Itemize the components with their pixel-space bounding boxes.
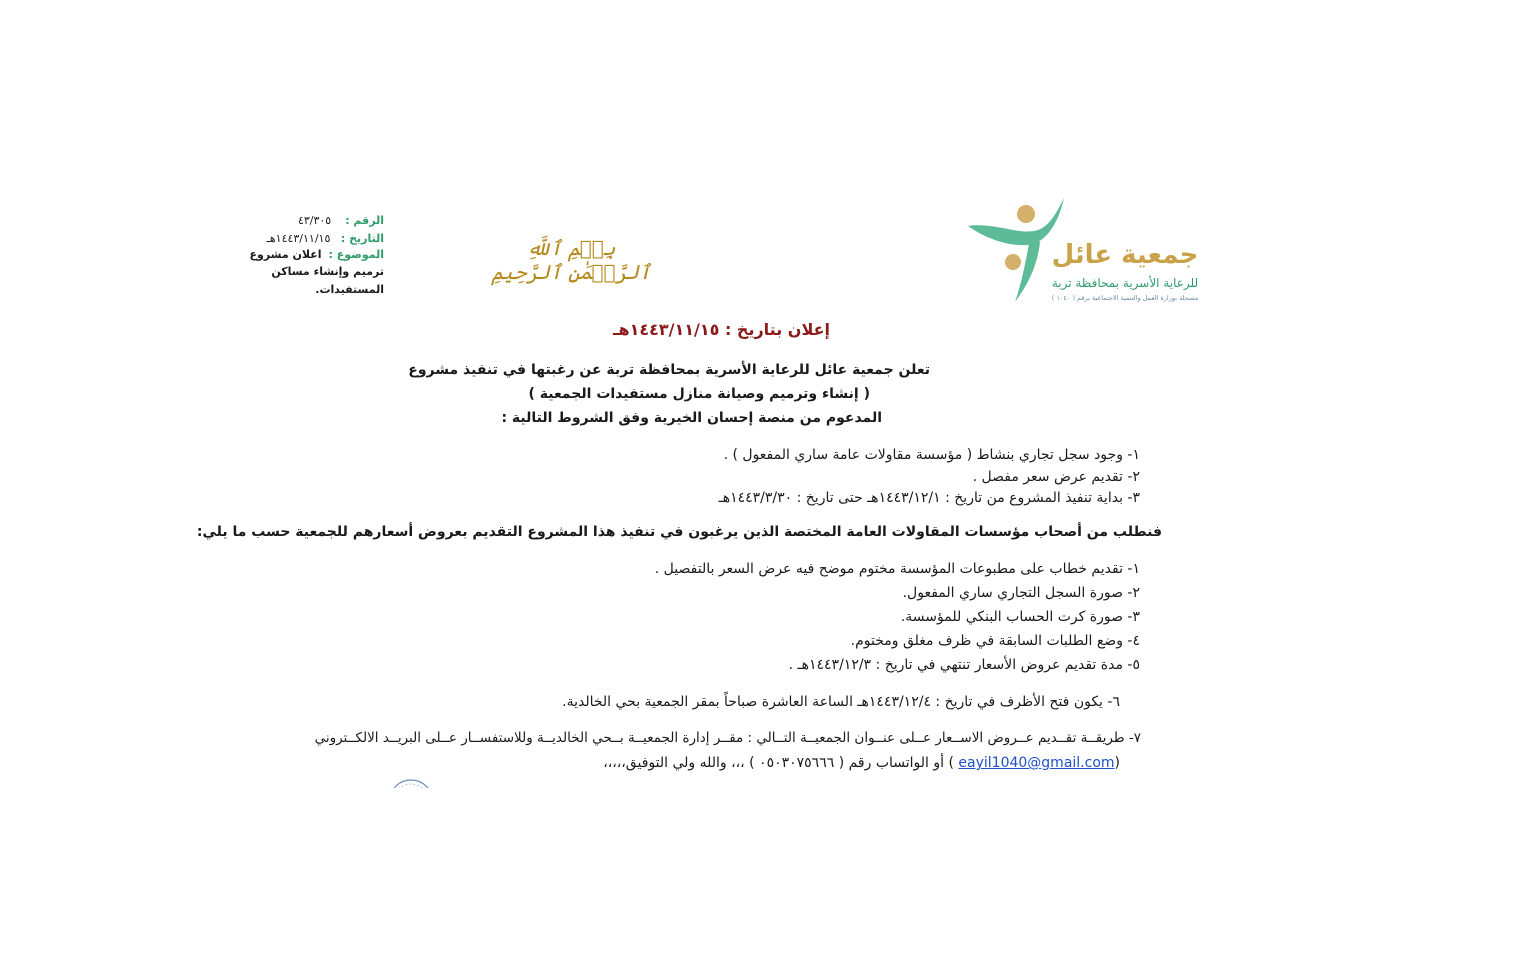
requirement-item: ٢- صورة السجل التجاري ساري المفعول.	[902, 585, 1140, 601]
opening-date-item: ٦- يكون فتح الأظرف في تاريخ : ١٤٤٣/١٢/٤هـ الساعة العاشرة صباحاً بمقر الجمعية بحي الخالدية.	[562, 694, 1120, 710]
requirement-item: ٣- صورة كرت الحساب البنكي للمؤسسة.	[900, 609, 1140, 625]
date-label: التاريخ :	[340, 232, 384, 245]
logo-subtitle: للرعاية الأسرية بمحافظة تربة	[1051, 276, 1199, 290]
bismillah-calligraphy: بِسۡمِ ٱللَّهِ ٱلرَّحۡمَٰنِ ٱلرَّحِيمِ	[491, 236, 651, 284]
logo-figure-arm	[968, 198, 1064, 245]
subject-label: الموضوع :	[328, 248, 384, 261]
intro-line-2: ( إنشاء وترميم وصيانة منازل مستفيدات الجمعية )	[528, 386, 870, 402]
condition-item: ٣- بداية تنفيذ المشروع من تاريخ : ١٤٤٣/١٢/١هـ حتى تاريخ : ١٤٤٣/٣/٣٠هـ	[718, 490, 1140, 506]
number-label: الرقم :	[345, 214, 384, 227]
meta-subject	[244, 248, 384, 261]
condition-item: ٢- تقديم عرض سعر مفصل .	[972, 469, 1140, 485]
number-value: ٤٣/٣٠٥	[297, 214, 332, 227]
submission-method-line: ٧- طريقــة تقــديم عــروض الاســعار عــلى عنــوان الجمعيــة التــالي : مقــر إدارة الجمعيــة بــحي الخالديــة وللاستفســار عــلى البريــد الالكــتروني	[314, 730, 1141, 746]
contact-line	[560, 755, 1120, 771]
logo-head-gold	[1017, 205, 1035, 223]
announcement-title: إعلان بتاريخ : ١٤٤٣/١١/١٥هـ	[613, 320, 830, 339]
email-link[interactable]: eayil1040@gmail.com	[958, 755, 1115, 771]
date-value: ١٤٤٣/١١/١٥هـ	[266, 232, 331, 245]
condition-item: ١- وجود سجل تجاري بنشاط ( مؤسسة مقاولات عامة ساري المفعول ) .	[723, 447, 1140, 463]
logo-title: جمعية عائل	[1051, 240, 1199, 270]
subject-line-2: ترميم وإنشاء مساكن	[271, 265, 384, 278]
contact-rest: ) أو الواتساب رقم ( ٠٥٠٣٠٧٥٦٦٦ ) ،،، والله ولي التوفيق،،،،،	[603, 755, 959, 771]
logo-tagline: مسجلة بوزارة العمل والتنمية الاجتماعية برقم ( ١٠٤٠ )	[1051, 294, 1199, 302]
stamp-seal-icon	[388, 778, 434, 788]
intro-line-3: المدعوم من منصة إحسان الخيرية وفق الشروط التالية :	[501, 410, 882, 426]
intro-line-1: تعلن جمعية عائل للرعاية الأسرية بمحافظة تربة عن رغبتها في تنفيذ مشروع	[408, 362, 930, 378]
request-paragraph: فنطلب من أصحاب مؤسسات المقاولات العامة المختصة الذين يرغبون في تنفيذ هذا المشروع التقديم بعروض أسعارهم للجمعية حسب ما يلي:	[196, 524, 1162, 540]
requirement-item: ٥- مدة تقديم عروض الأسعار تنتهي في تاريخ : ١٤٤٣/١٢/٣هـ .	[788, 657, 1140, 673]
requirement-item: ١- تقديم خطاب على مطبوعات المؤسسة مختوم موضح فيه عرض السعر بالتفصيل .	[654, 561, 1140, 577]
subject-line-3: المستفيدات.	[315, 283, 384, 296]
requirement-item: ٤- وضع الطلبات السابقة في ظرف مغلق ومختوم.	[850, 633, 1140, 649]
subject-value: اعلان مشروع	[249, 248, 322, 261]
email-open-paren: (	[1114, 755, 1120, 771]
meta-number	[244, 214, 384, 227]
meta-date	[244, 232, 384, 245]
logo-figure-body	[1015, 238, 1040, 302]
logo-head-gold-small	[1005, 254, 1021, 270]
